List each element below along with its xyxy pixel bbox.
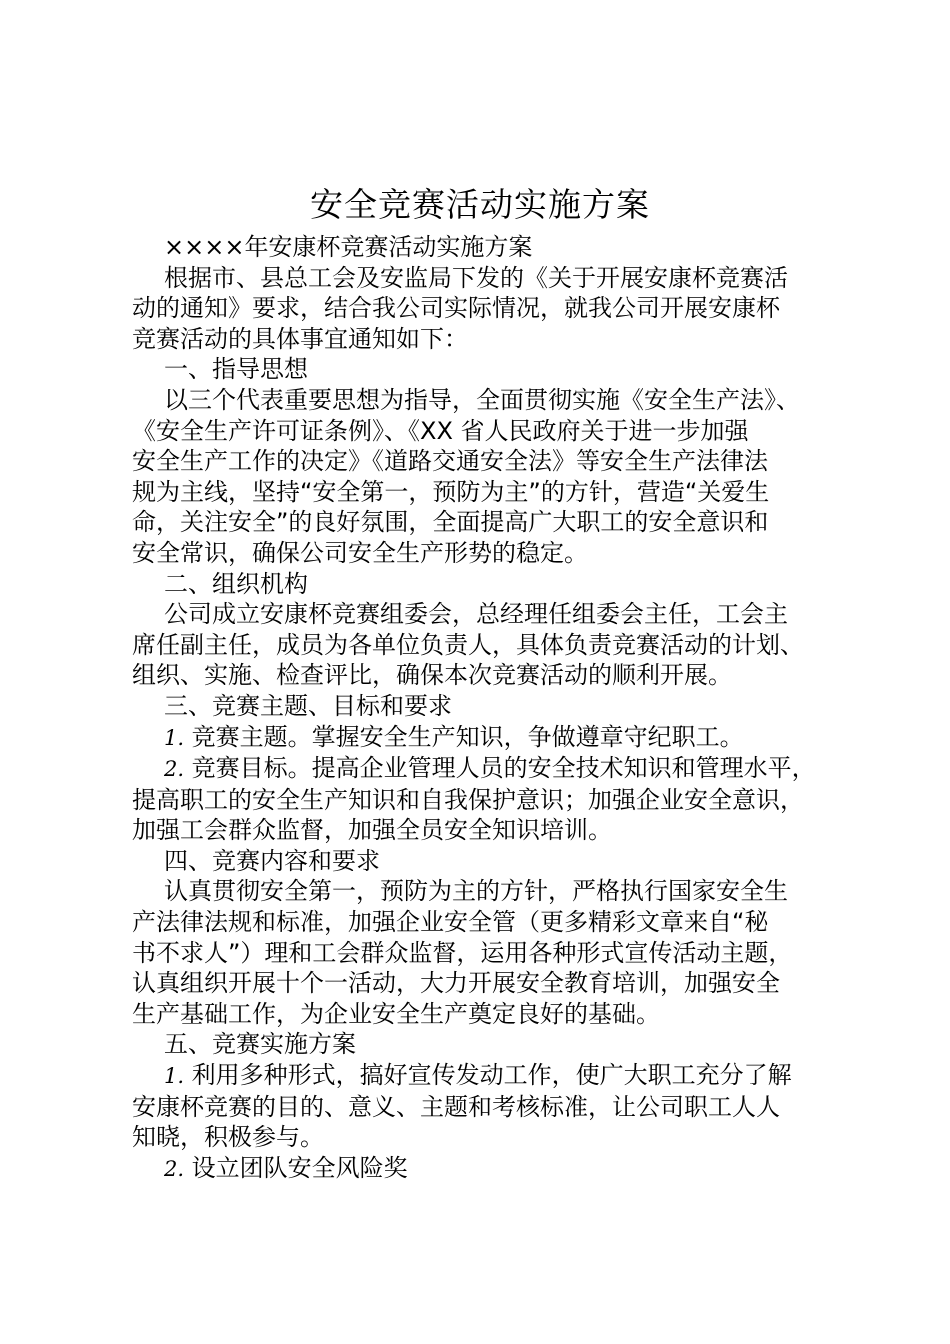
text-line <box>132 1092 852 1123</box>
line-text: 以三个代表重要思想为指导，全面贯彻实施《安全生产法》、 <box>164 385 800 414</box>
line-text: 根据市、县总工会及安监局下发的《关于开展安康杯竞赛活 <box>164 263 788 292</box>
line-text: ××××年安康杯竞赛活动实施方案 <box>164 233 533 261</box>
line-text: 组织、实施、检查评比，确保本次竞赛活动的顺利开展。 <box>132 661 732 690</box>
text-line <box>132 446 852 477</box>
numbered-item <box>132 722 852 754</box>
line-text: 安康杯竞赛的目的、意义、主题和考核标准，让公司职工人人 <box>132 1092 780 1121</box>
numbered-item <box>132 1153 852 1185</box>
section-heading <box>132 354 852 385</box>
text-line <box>132 538 852 569</box>
text-line <box>132 876 852 907</box>
text-line <box>132 599 852 630</box>
section-heading <box>132 1029 852 1060</box>
text-line <box>132 232 852 263</box>
item-number: 2. <box>164 1156 185 1181</box>
line-text: 公司成立安康杯竞赛组委会，总经理任组委会主任，工会主 <box>164 600 788 629</box>
line-text: 安全生产工作的决定》《道路交通安全法》等安全生产法律法 <box>132 447 768 476</box>
line-text: 命，关注安全”的良好氛围，全面提高广大职工的安全意识和 <box>132 508 769 537</box>
text-line <box>132 1122 852 1153</box>
text-line <box>132 630 852 661</box>
line-text: 利用多种形式，搞好宣传发动工作，使广大职工充分了解 <box>184 1061 792 1090</box>
line-text: 认真贯彻安全第一，预防为主的方针，严格执行国家安全生 <box>164 877 788 906</box>
text-line <box>132 385 852 416</box>
line-text: 生产基础工作，为企业安全生产奠定良好的基础。 <box>132 999 660 1028</box>
section-heading <box>132 569 852 600</box>
line-text: 席任副主任，成员为各单位负责人，具体负责竞赛活动的计划、 <box>132 630 804 659</box>
text-line <box>132 968 852 999</box>
line-text: 加强工会群众监督，加强全员安全知识培训。 <box>132 816 612 845</box>
item-number: 1. <box>164 725 185 750</box>
item-number: 1. <box>164 1064 185 1089</box>
line-text: 二、组织机构 <box>164 569 308 598</box>
text-line <box>132 507 852 538</box>
line-text: 四、竞赛内容和要求 <box>164 846 380 875</box>
text-line <box>132 907 852 938</box>
line-text: 提高职工的安全生产知识和自我保护意识；加强企业安全意识， <box>132 785 804 814</box>
line-text: 三、竞赛主题、目标和要求 <box>164 691 452 720</box>
text-line <box>132 999 852 1030</box>
line-text: 知晓，积极参与。 <box>132 1123 324 1152</box>
numbered-item <box>132 1060 852 1092</box>
line-text: 动的通知》要求，结合我公司实际情况，就我公司开展安康杯 <box>132 294 780 323</box>
item-number: 2. <box>164 757 185 782</box>
line-text: 认真组织开展十个一活动，大力开展安全教育培训，加强安全 <box>132 969 780 998</box>
line-text: 竞赛主题。掌握安全生产知识，争做遵章守纪职工。 <box>184 722 744 751</box>
numbered-item <box>132 753 852 785</box>
line-text: 一、指导思想 <box>164 355 308 384</box>
text-line <box>132 416 852 447</box>
line-text: 设立团队安全风险奖 <box>184 1153 408 1182</box>
document-title: 安全竞赛活动实施方案 <box>310 185 650 224</box>
line-text: 竞赛活动的具体事宜通知如下： <box>132 324 468 353</box>
line-text: 竞赛目标。提高企业管理人员的安全技术知识和管理水平， <box>184 754 816 783</box>
text-line <box>132 293 852 324</box>
text-line <box>132 938 852 969</box>
line-text: 书不求人”）理和工会群众监督，运用各种形式宣传活动主题， <box>132 938 793 967</box>
text-line <box>132 660 852 691</box>
text-line <box>132 477 852 508</box>
text-line <box>132 815 852 846</box>
text-line <box>132 324 852 355</box>
line-text: 《安全生产许可证条例》、《XX 省人民政府关于进一步加强 <box>132 416 749 445</box>
text-line <box>132 263 852 294</box>
document-body <box>132 232 852 1184</box>
text-line <box>132 785 852 816</box>
section-heading <box>132 846 852 877</box>
section-heading <box>132 691 852 722</box>
line-text: 产法律法规和标准，加强企业安全管（更多精彩文章来自“秘 <box>132 908 769 937</box>
line-text: 五、竞赛实施方案 <box>164 1030 356 1059</box>
line-text: 规为主线，坚持“安全第一，预防为主”的方针，营造“关爱生 <box>132 477 770 506</box>
line-text: 安全常识，确保公司安全生产形势的稳定。 <box>132 538 588 567</box>
